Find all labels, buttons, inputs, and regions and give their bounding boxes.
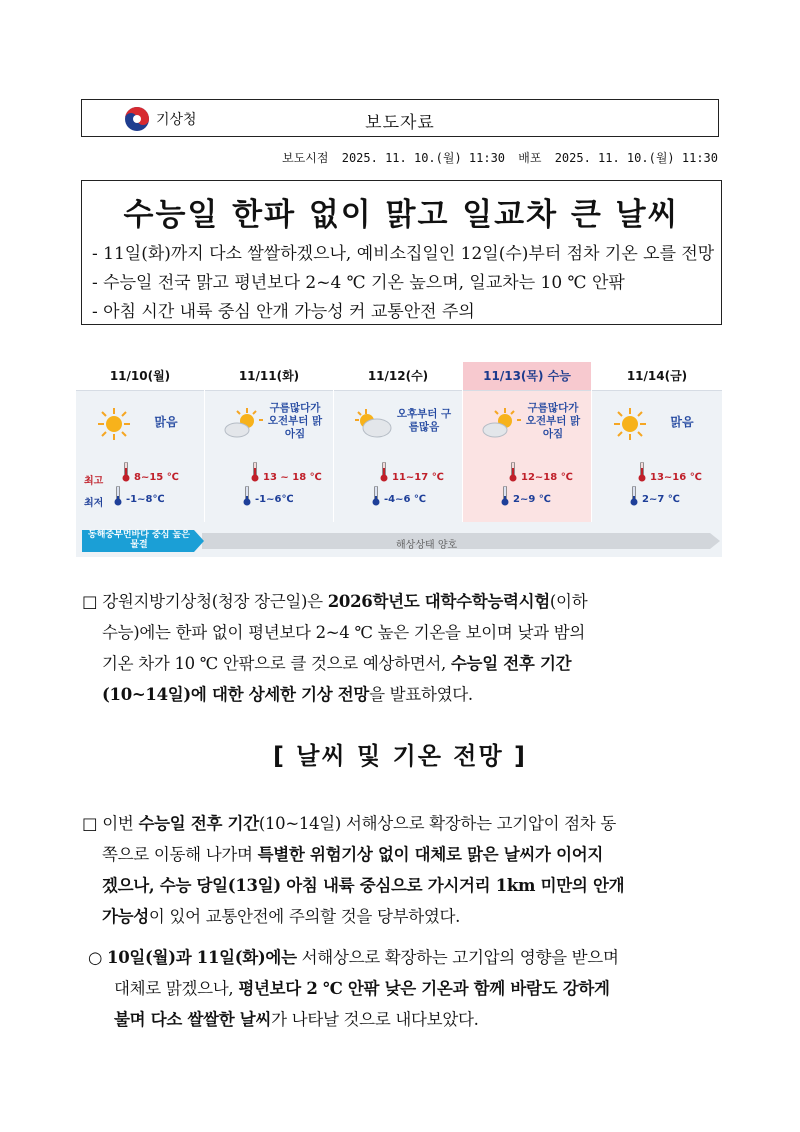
temp-high: 13~16 ℃	[650, 472, 702, 483]
paragraph-line	[82, 586, 722, 617]
paragraph-line	[88, 942, 724, 973]
agency-name: 기상청	[156, 112, 197, 128]
sky-condition: 오후부터 구름많음	[396, 408, 452, 433]
text-run: 대체로 맑겠으나,	[114, 979, 239, 998]
sun-cloud-icon	[223, 406, 263, 442]
forecast-date: 11/14(금)	[592, 362, 722, 391]
temp-low: -1~6℃	[255, 494, 294, 505]
emphasis: 2026학년도 대학수학능력시험	[327, 592, 550, 611]
temp-high: 13 ~ 18 ℃	[263, 472, 322, 483]
temp-low: 2~9 ℃	[513, 494, 551, 505]
sky-condition: 맑음	[154, 415, 178, 429]
text-run: □ 강원지방기상청(청장 장근일)은	[82, 592, 328, 611]
sun-icon	[610, 406, 650, 442]
paragraph-line	[82, 808, 722, 839]
text-run: 기온 차가 10 ℃ 안팎으로 클 것으로 예상하면서,	[102, 654, 451, 673]
forecast-day	[76, 362, 205, 522]
text-run: 을 발표하였다.	[369, 685, 473, 704]
distribution-time: 2025. 11. 10.(월) 11:30	[554, 151, 718, 165]
paragraph-line	[82, 648, 722, 679]
headline-bullet: - 수능일 전국 맑고 평년보다 2~4 ℃ 기온 높으며, 일교차는 10 ℃ 안팎	[92, 273, 625, 293]
emphasis: 가능성	[102, 907, 149, 926]
document-type-title: 보도자료	[365, 113, 435, 133]
thermometer-low-icon	[630, 486, 638, 506]
thermometer-high-icon	[122, 462, 130, 482]
sea-ok-label: 해상상태 양호	[396, 540, 458, 551]
forecast-day	[334, 362, 463, 522]
section-title: [ 날씨 및 기온 전망 ]	[272, 742, 527, 770]
text-run: 서해상으로 확장하는 고기압의 영향을 받으며	[296, 948, 619, 967]
emphasis: 특별한 위험기상 없이 대체로 맑은 날씨가 이어지	[257, 845, 604, 864]
paragraph-line	[82, 870, 722, 901]
sea-warning-label: 동해중부먼바다 중심 높은 물결	[88, 530, 190, 550]
sky-condition: 구름많다가 오전부터 맑아짐	[525, 402, 581, 440]
thermometer-low-icon	[243, 486, 251, 506]
paragraph-line	[82, 679, 722, 710]
text-run: 쪽으로 이동해 나가며	[102, 845, 258, 864]
headline-title: 수능일 한파 없이 맑고 일교차 큰 날씨	[123, 197, 680, 233]
legend-high: 최고	[84, 476, 104, 487]
paragraph-line: 수능)에는 한파 없이 평년보다 2~4 ℃ 높은 기온을 보이며 낮과 밤의	[102, 623, 586, 642]
forecast-date: 11/10(월)	[76, 362, 204, 391]
forecast-date: 11/12(수)	[334, 362, 462, 391]
text-run: (10~14일) 서해상으로 확장하는 고기압이 점차 동	[258, 814, 617, 833]
thermometer-high-icon	[251, 462, 259, 482]
paragraph-line	[88, 973, 724, 1004]
paragraph-line	[82, 839, 722, 870]
emphasis: 수능일 전후 기간	[138, 814, 259, 833]
forecast-day	[205, 362, 334, 522]
forecast-day-exam	[463, 362, 592, 522]
headline-bullet: - 아침 시간 내륙 중심 안개 가능성 커 교통안전 주의	[92, 302, 475, 322]
release-time-line	[276, 149, 718, 166]
temp-low: -4~6 ℃	[384, 494, 427, 505]
thermometer-low-icon	[372, 486, 380, 506]
emphasis: 수능일 전후 기간	[450, 654, 572, 673]
thermometer-high-icon	[380, 462, 388, 482]
release-time: 2025. 11. 10.(월) 11:30	[341, 151, 506, 165]
sun-icon	[94, 406, 134, 442]
emphasis: 겠으나, 수능 당일(13일) 아침 내륙 중심으로 가시거리 1km 미만의 안개	[102, 876, 625, 895]
temp-high: 12~18 ℃	[521, 472, 573, 483]
forecast-date: 11/11(화)	[205, 362, 333, 391]
paragraph-line	[82, 901, 722, 932]
temp-low: 2~7 ℃	[642, 494, 680, 505]
release-time-label: 보도시점	[282, 151, 329, 165]
header-box	[81, 99, 719, 137]
paragraph-line	[88, 1004, 724, 1035]
thermometer-high-icon	[638, 462, 646, 482]
temp-high: 8~15 ℃	[134, 472, 179, 483]
intro-paragraph	[82, 586, 722, 710]
text-run: (이하	[549, 592, 588, 611]
sky-condition: 맑음	[670, 415, 694, 429]
forecast-date: 11/13(목) 수능	[463, 362, 591, 391]
thermometer-low-icon	[501, 486, 509, 506]
cloud-sun-icon	[352, 406, 392, 442]
forecast-graphic	[76, 362, 722, 557]
distribution-label: 배포	[518, 151, 542, 165]
emphasis: (10~14일)에 대한 상세한 기상 전망	[102, 685, 370, 704]
sun-cloud-icon	[481, 406, 521, 442]
legend-low: 최저	[84, 498, 104, 509]
outlook-paragraph	[82, 808, 722, 932]
emphasis: 10일(월)과 11일(화)에는	[107, 948, 297, 967]
text-run: ○	[88, 948, 108, 967]
text-run: 가 나타날 것으로 내다보았다.	[271, 1010, 479, 1029]
text-run: 이 있어 교통안전에 주의할 것을 당부하였다.	[148, 907, 461, 926]
text-run: □ 이번	[82, 814, 139, 833]
emphasis: 불며 다소 쌀쌀한 날씨	[114, 1010, 272, 1029]
temp-low: -1~8℃	[126, 494, 165, 505]
forecast-day	[592, 362, 722, 522]
thermometer-low-icon	[114, 486, 122, 506]
sky-condition: 구름많다가 오전부터 맑아짐	[267, 402, 323, 440]
detail-paragraph	[88, 942, 724, 1035]
emphasis: 평년보다 2 ℃ 안팎 낮은 기온과 함께 바람도 강하게	[238, 979, 610, 998]
temp-high: 11~17 ℃	[392, 472, 444, 483]
headline-box	[81, 180, 722, 325]
headline-bullet: - 11일(화)까지 다소 쌀쌀하겠으나, 예비소집일인 12일(수)부터 점차 기온 오를 전망	[92, 244, 715, 264]
thermometer-high-icon	[509, 462, 517, 482]
